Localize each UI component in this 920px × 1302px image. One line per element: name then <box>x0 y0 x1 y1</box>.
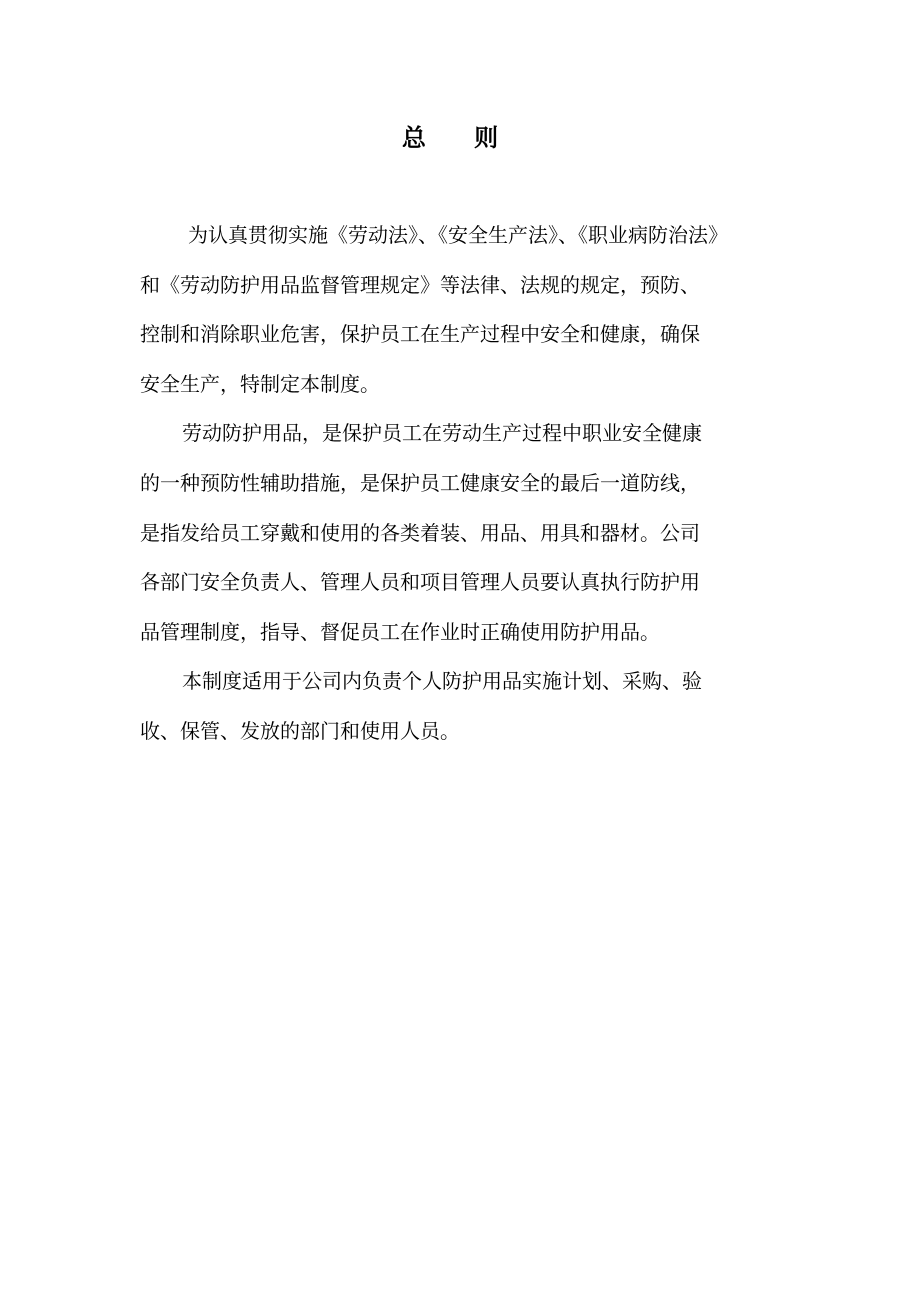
paragraph-3 <box>140 657 752 756</box>
text-line: 本制度适用于公司内负责个人防护用品实施计划、采购、验 <box>182 669 702 694</box>
text-line: 品管理制度，指导、督促员工在作业时正确使用防护用品。 <box>140 619 660 644</box>
text-line: 是指发给员工穿戴和使用的各类着装、用品、用具和器材。公司 <box>140 520 700 545</box>
text-line: 收、保管、发放的部门和使用人员。 <box>140 718 460 743</box>
text-line: 劳动防护用品，是保护员工在劳动生产过程中职业安全健康 <box>182 421 702 446</box>
text-line: 为认真贯彻实施《劳动法》、《安全生产法》、《职业病防治法》 <box>188 223 728 247</box>
text-line: 控制和消除职业危害，保护员工在生产过程中安全和健康，确保 <box>140 322 700 347</box>
text-line: 和《劳动防护用品监督管理规定》等法律、法规的规定，预防、 <box>140 272 700 297</box>
text-line: 的一种预防性辅助措施，是保护员工健康安全的最后一道防线， <box>140 470 700 495</box>
paragraph-1 <box>140 211 752 409</box>
text-line: 安全生产，特制定本制度。 <box>140 371 380 396</box>
page-title: 总 则 <box>401 123 519 152</box>
document-body <box>140 211 752 757</box>
paragraph-2 <box>140 409 752 657</box>
text-line: 各部门安全负责人、管理人员和项目管理人员要认真执行防护用 <box>140 570 700 595</box>
